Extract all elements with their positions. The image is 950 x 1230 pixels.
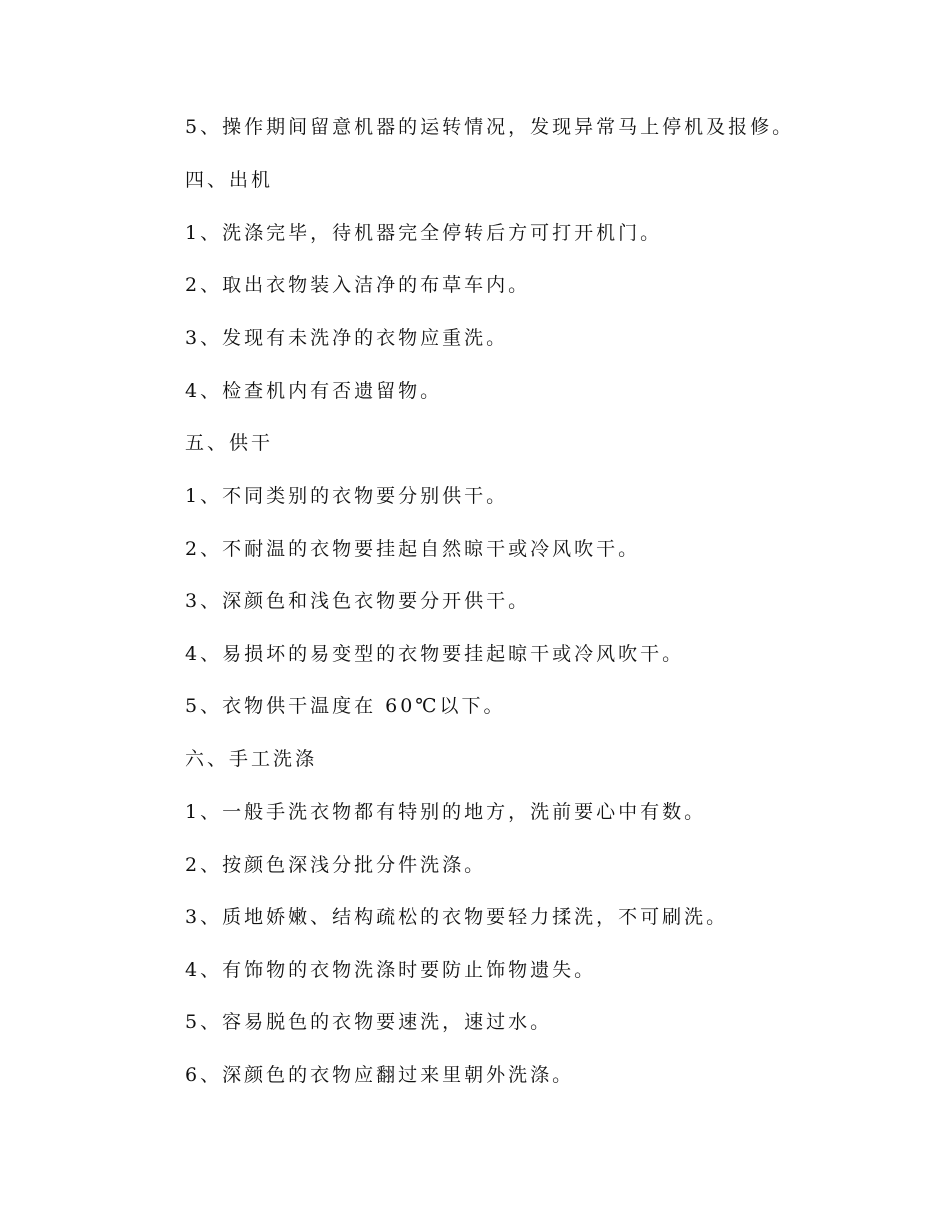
line-drying-item-3: 3、深颜色和浅色衣物要分开供干。	[185, 590, 531, 612]
line-unload-item-2: 2、取出衣物装入洁净的布草车内。	[185, 274, 531, 296]
section-heading-4: 四、出机	[185, 169, 274, 191]
line-drying-item-5: 5、衣物供干温度在 60℃以下。	[185, 695, 506, 717]
line-handwash-item-4: 4、有饰物的衣物洗涤时要防止饰物遗失。	[185, 959, 597, 981]
line-operation-item-5: 5、操作期间留意机器的运转情况，发现异常马上停机及报修。	[185, 116, 795, 138]
line-handwash-item-2: 2、按颜色深浅分批分件洗涤。	[185, 854, 487, 876]
line-unload-item-3: 3、发现有未洗净的衣物应重洗。	[185, 327, 509, 349]
line-drying-item-2: 2、不耐温的衣物要挂起自然晾干或冷风吹干。	[185, 538, 641, 560]
line-handwash-item-5: 5、容易脱色的衣物要速洗，速过水。	[185, 1011, 553, 1033]
line-handwash-item-6: 6、深颜色的衣物应翻过来里朝外洗涤。	[185, 1064, 575, 1086]
section-heading-5: 五、供干	[185, 432, 274, 454]
line-drying-item-4: 4、易损坏的易变型的衣物要挂起晾干或冷风吹干。	[185, 643, 685, 665]
line-unload-item-4: 4、检查机内有否遗留物。	[185, 380, 443, 402]
line-unload-item-1: 1、洗涤完毕，待机器完全停转后方可打开机门。	[185, 222, 663, 244]
line-handwash-item-3: 3、质地娇嫩、结构疏松的衣物要轻力揉洗，不可刷洗。	[185, 906, 729, 928]
section-heading-6: 六、手工洗涤	[185, 748, 318, 770]
line-handwash-item-1: 1、一般手洗衣物都有特别的地方，洗前要心中有数。	[185, 801, 707, 823]
line-drying-item-1: 1、不同类别的衣物要分别供干。	[185, 485, 509, 507]
